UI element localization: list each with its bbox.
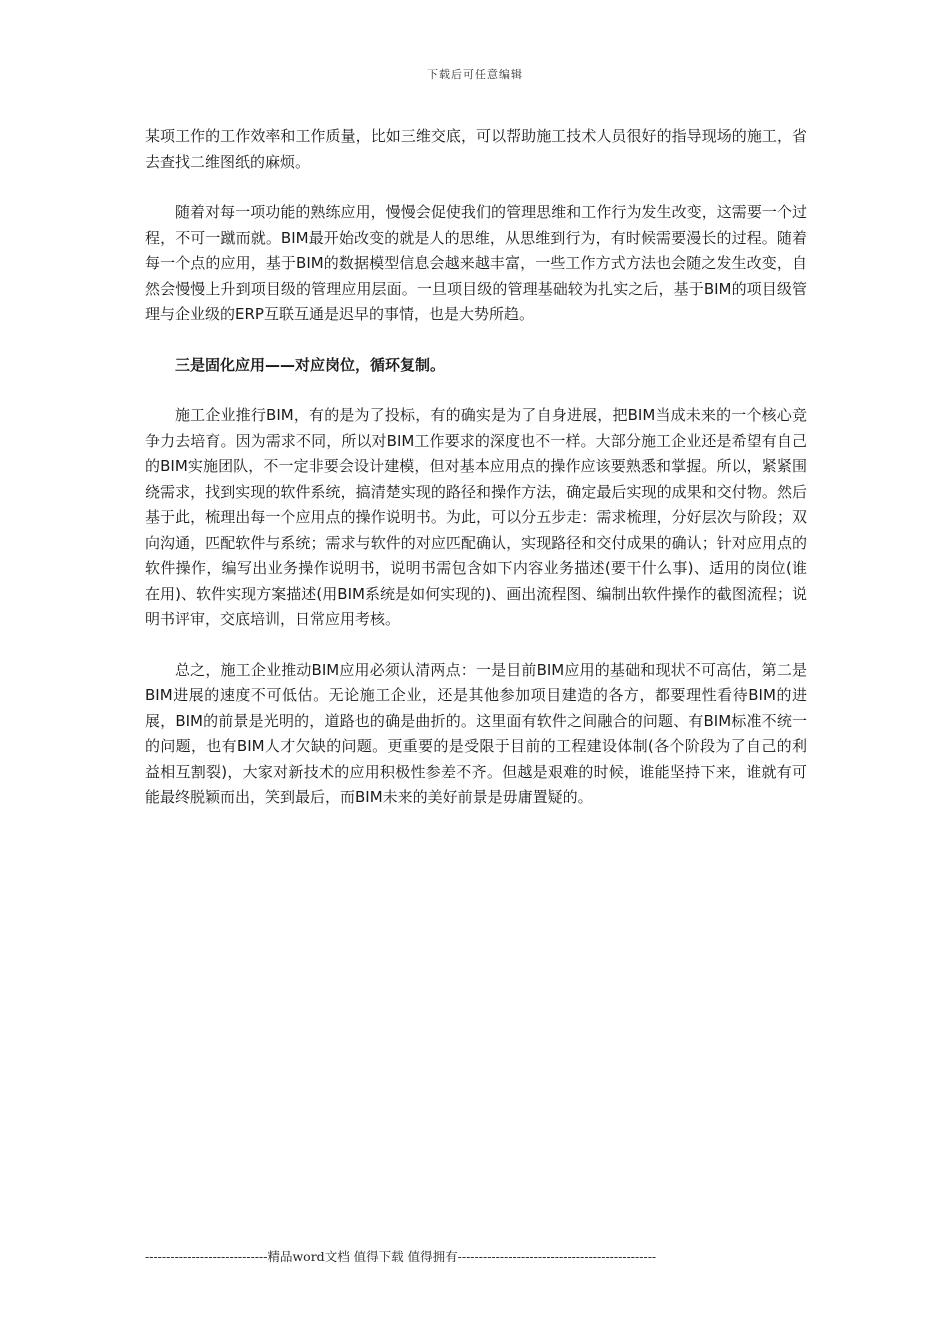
page-header: 下载后可任意编辑: [427, 68, 523, 81]
page-footer: -----------------------------精品word文档 值得下载 值得拥有-----------------------------------------------: [145, 1249, 657, 1264]
paragraph-conclusion: 总之，施工企业推动BIM应用必须认清两点：一是目前BIM应用的基础和现状不可高估，第二是BIM进展的速度不可低估。无论施工企业，还是其他参加项目建造的各方，都要理性看待BIM的进展，BIM的前景是光明的，道路也的确是曲折的。这里面有软件之间融合的问题、有BIM标准不统一的问题，也有BIM人才欠缺的问题。更重要的是受限于目前的工程建设体制(各个阶段为了自己的利益相互割裂)，大家对新技术的应用积极性参差不齐。但越是艰难的时候，谁能坚持下来，谁就有可能最终脱颖而出，笑到最后，而BIM未来的美好前景是毋庸置疑的。: [145, 660, 807, 806]
paragraph-bim-thinking: 随着对每一项功能的熟练应用，慢慢会促使我们的管理思维和工作行为发生改变，这需要一个过程，不可一蹴而就。BIM最开始改变的就是人的思维，从思维到行为，有时候需要漫长的过程。随着每一个点的应用，基于BIM的数据模型信息会越来越丰富，一些工作方式方法也会随之发生改变，自然会慢慢上升到项目级的管理应用层面。一旦项目级的管理基础较为扎实之后，基于BIM的项目级管理与企业级的ERP互联互通是迟早的事情，也是大势所趋。: [145, 203, 807, 323]
paragraph-bim-implementation: 施工企业推行BIM，有的是为了投标，有的确实是为了自身进展，把BIM当成未来的一个核心竞争力去培育。因为需求不同，所以对BIM工作要求的深度也不一样。大部分施工企业还是希望有自己的BIM实施团队，不一定非要会设计建模，但对基本应用点的操作应该要熟悉和掌握。所以，紧紧围绕需求，找到实现的软件系统，搞清楚实现的路径和操作方法，确定最后实现的成果和交付物。然后基于此，梳理出每一个应用点的操作说明书。为此，可以分五步走：需求梳理，分好层次与阶段；双向沟通，匹配软件与系统；需求与软件的对应匹配确认，实现路径和交付成果的确认；针对应用点的软件操作，编写出业务操作说明书，说明书需包含如下内容业务描述(要干什么事)、适用的岗位(谁在用)、软件实现方案描述(用BIM系统是如何实现的)、画出流程图、编制出软件操作的截图流程；说明书评审，交底培训，日常应用考核。: [145, 406, 807, 628]
paragraph-continued: 某项工作的工作效率和工作质量，比如三维交底，可以帮助施工技术人员很好的指导现场的施工，省去查找二维图纸的麻烦。: [145, 127, 807, 171]
document-body: [145, 124, 807, 836]
section-heading: 三是固化应用——对应岗位，循环复制。: [175, 355, 446, 374]
